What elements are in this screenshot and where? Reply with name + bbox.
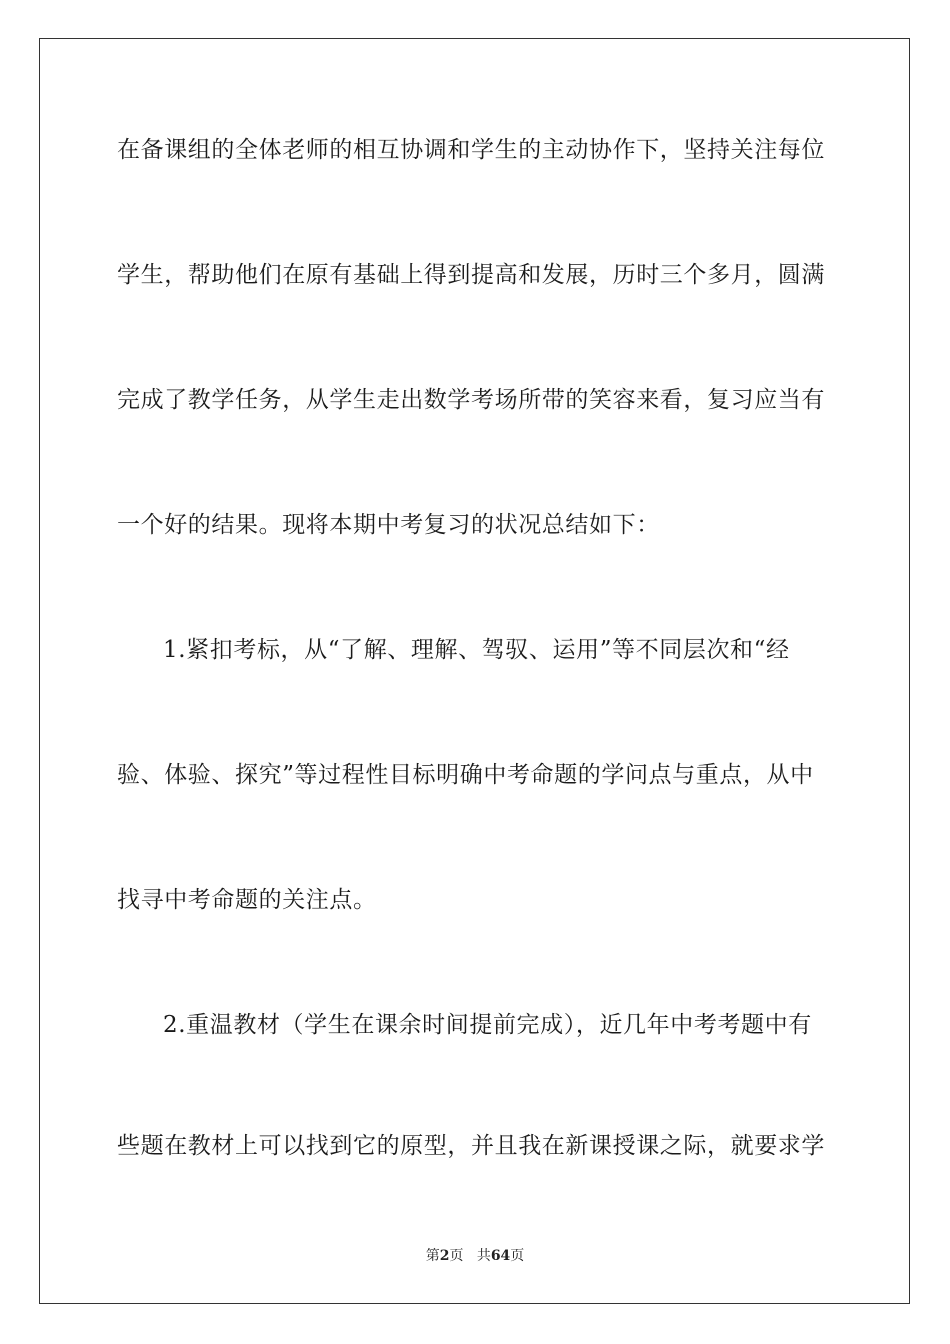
text-line-1: 在备课组的全体老师的相互协调和学生的主动协作下，坚持关注每位 (117, 137, 825, 163)
text-line-4: 一个好的结果。现将本期中考复习的状况总结如下： (117, 512, 660, 538)
current-page-number: 2 (439, 1248, 450, 1264)
text-line-7: 找寻中考命题的关注点。 (117, 887, 377, 913)
footer-page-suffix: 页 (449, 1248, 464, 1264)
footer-total-suffix: 页 (510, 1248, 525, 1264)
text-line-8: 2.重温教材（学生在课余时间提前完成），近几年中考考题中有 (163, 1012, 812, 1038)
text-line-2: 学生，帮助他们在原有基础上得到提高和发展，历时三个多月，圆满 (117, 262, 825, 288)
footer-total-prefix: 共 (476, 1248, 491, 1264)
page-footer (0, 1246, 950, 1266)
text-line-5: 1.紧扣考标，从“了解、理解、驾驭、运用”等不同层次和“经 (163, 637, 790, 663)
footer-spacer (463, 1248, 476, 1264)
text-line-9: 些题在教材上可以找到它的原型，并且我在新课授课之际，就要求学 (117, 1133, 825, 1159)
text-line-3: 完成了教学任务，从学生走出数学考场所带的笑容来看，复习应当有 (117, 387, 825, 413)
total-pages-number: 64 (490, 1248, 511, 1264)
footer-prefix: 第 (425, 1248, 440, 1264)
text-line-6: 验、体验、探究”等过程性目标明确中考命题的学问点与重点，从中 (117, 762, 814, 788)
page-border (39, 38, 910, 1304)
